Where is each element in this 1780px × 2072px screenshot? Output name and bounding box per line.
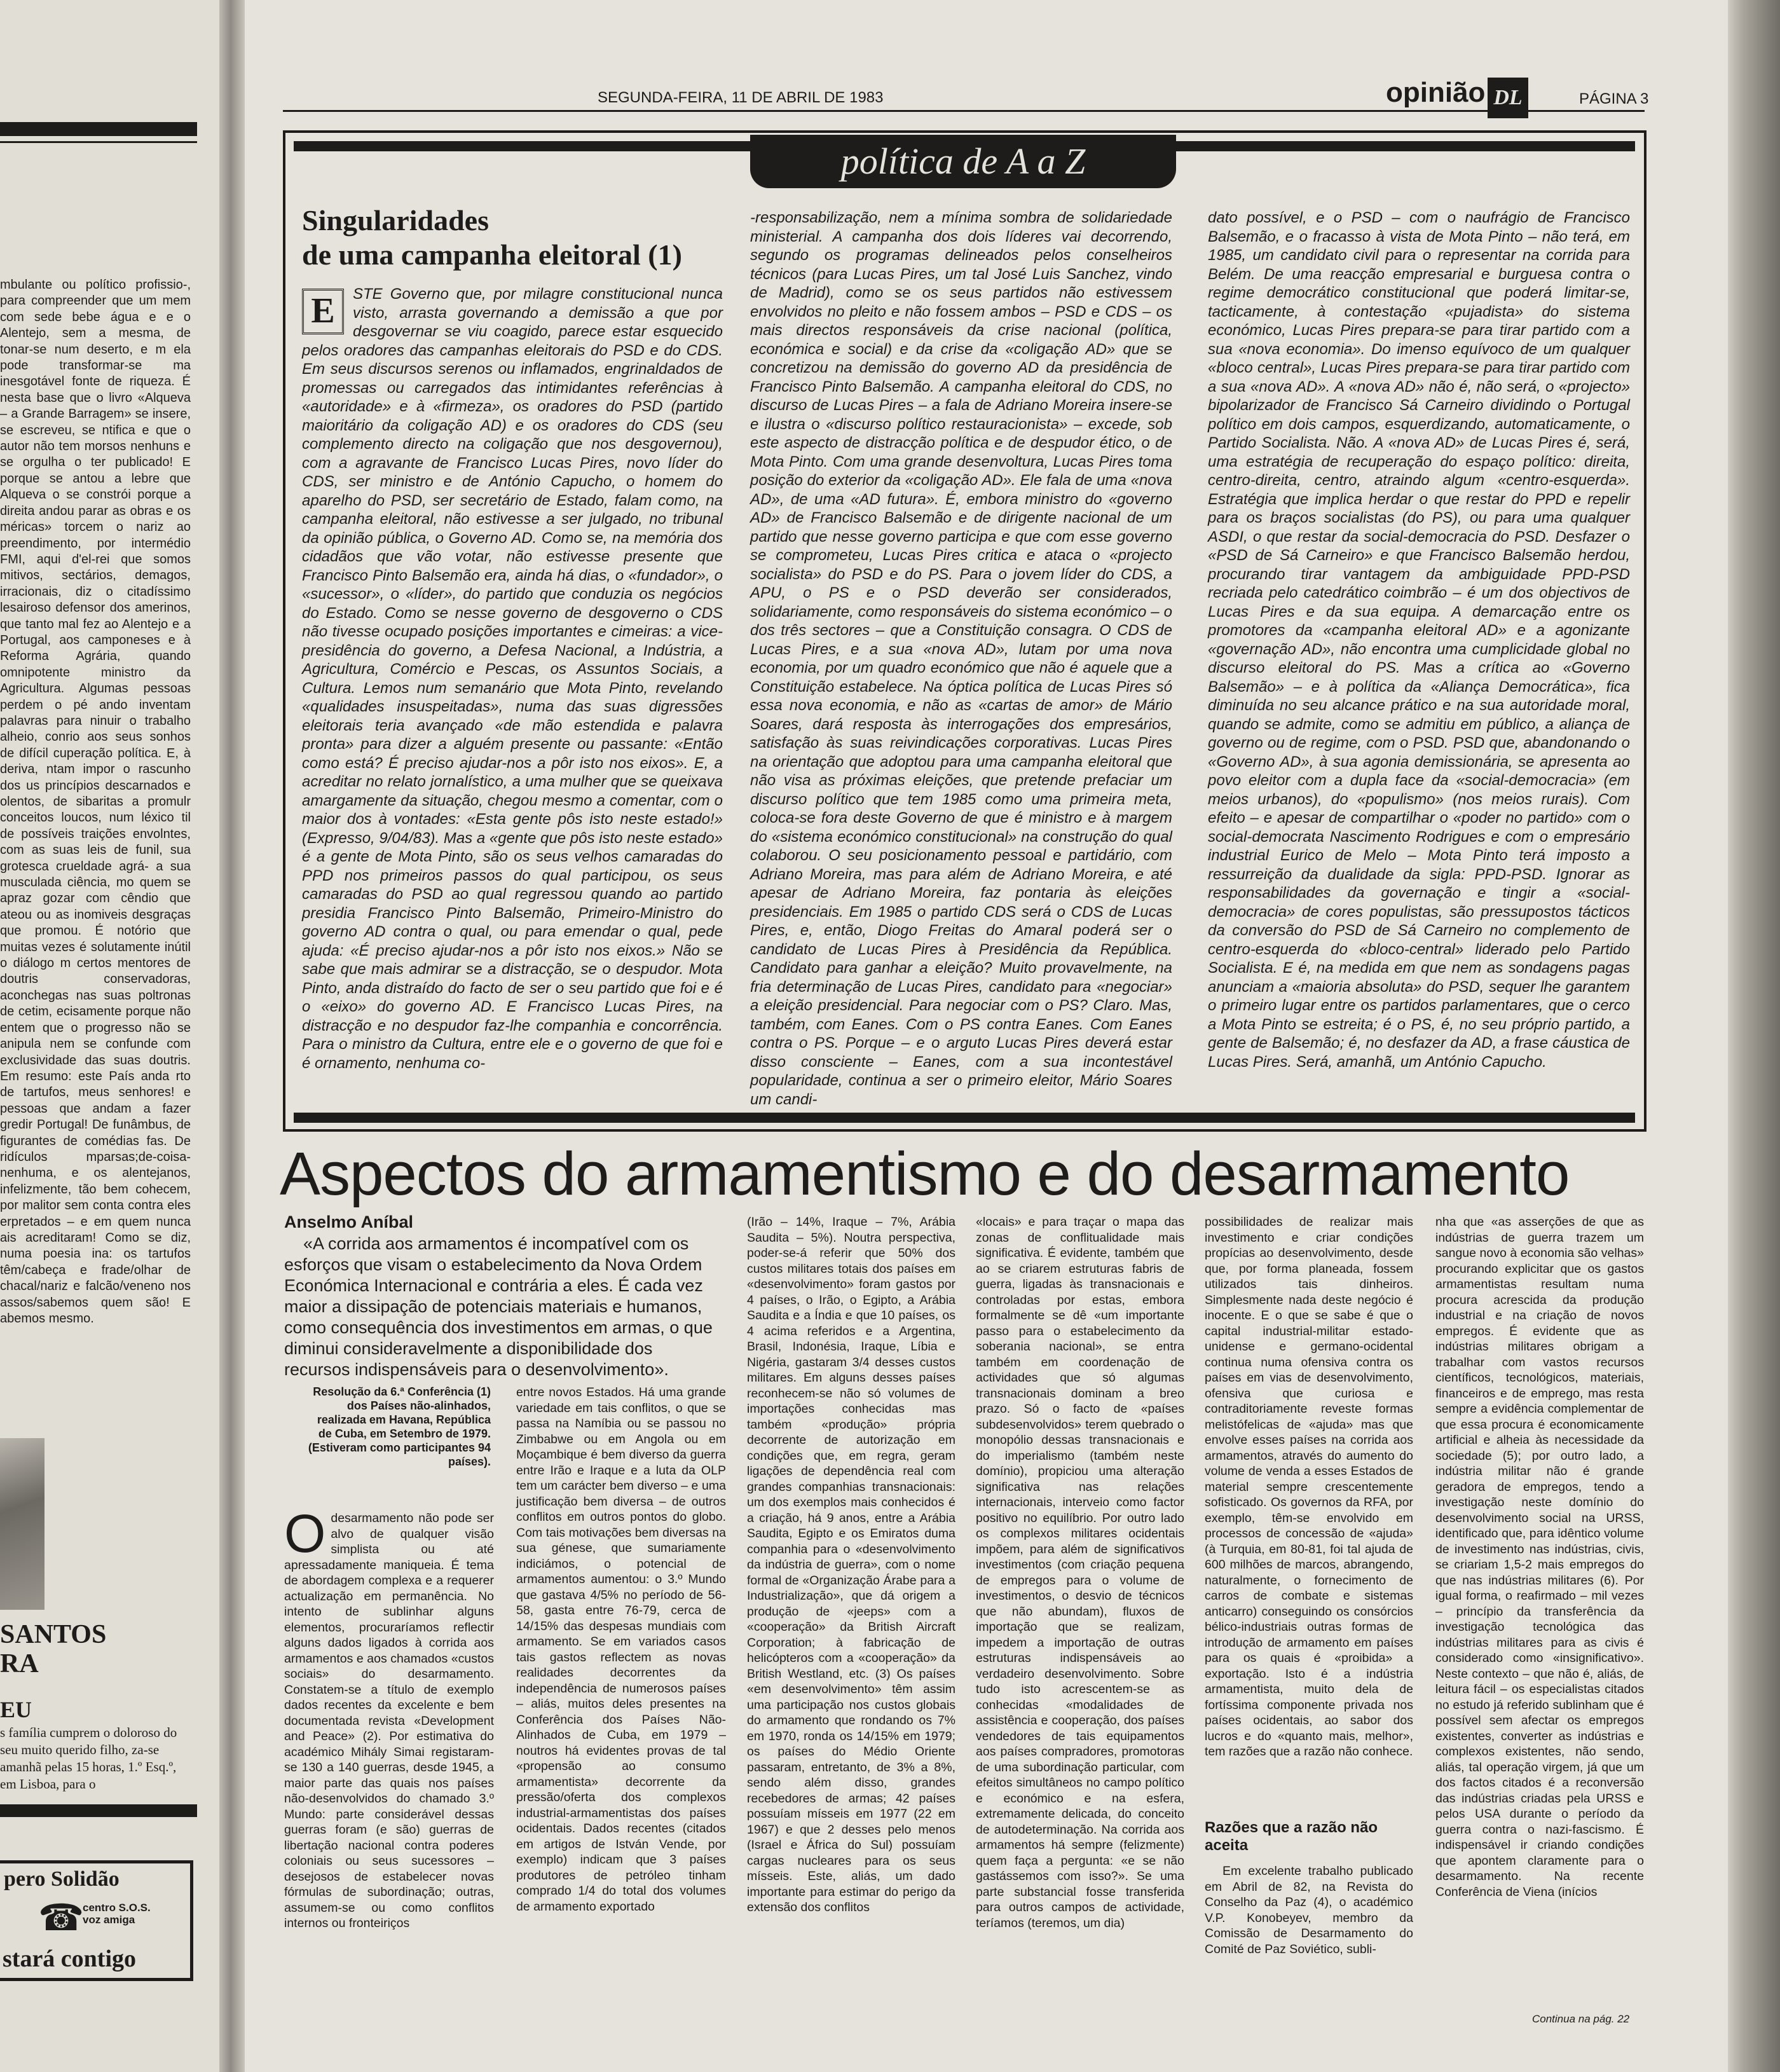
armament-col2-text: entre novos Estados. Há uma grande variedade em tais conflitos, o que se passa na Namíbia ou se passou no Zimbabwe ou em Angola ou em Moçambique é bem diverso da guerra entre Irão e Iraque e a luta da OLP tem um carácter bem diverso – e uma justificação bem diversa – de outros conflitos em outros pontos do globo. Com tais motivações bem diversas na sua génese, que sumariamente indiciámos, o potencial de armamentos aumentou: o 3.º Mundo que gastava 4/5% no período de 56-58, gasta entre 76-79, cerca de 14/15% das despesas mundiais com armamento. Se em variados casos tais gastos reflectem as novas realidades decorrentes da independência de numerosos países – aliás, muitos deles presentes na Conferência dos Países Não-Alinhados de Cuba, em 1979 – noutros há evidentes provas de tal «propensão ao consumo armamentista» decorrente da pressão/oferta dos complexos industrial-armamentistas dos países ocidentais. Dados recentes (citados em artigos de István Vende, por exemplo) indicam que 3 países produtores de petróleo tinham comprado 1/4 do total dos volumes de armamento exportado: [516, 1385, 726, 1914]
ad-centro-text: centro S.O.S. voz amiga: [83, 1902, 151, 1926]
armament-col3-text: (Irão – 14%, Iraque – 7%, Arábia Saudita – 5%). Noutra perspectiva, poder-se-á referir que 50% dos custos militares totais dos países em «desenvolvimento» foram gastos por 4 países, o Irão, o Egipto, a Arábia Saudita e a Índia e que 10 países, os 4 acima referidos e a Argentina, Brasil, Indonésia, Iraque, Líbia e Nigéria, gastaram 3/4 desses custos militares. Em alguns desses países reconhecem-se não só volumes de importações conhecidas mas também «produção» própria decorrente de autorização em condições que, em regra, geram ligações de dependência real com grandes companhias transnacionais: um dos exemplos mais conhecidos é a criação, há 9 anos, entre a Arábia Saudita, Egipto e os Emiratos duma companhia para o «desenvolvimento da indústria de guerra», com o nome formal de «Organização Árabe para a Industrialização», que dá origem a produção de «jeeps» com a «cooperação» da British Aircraft Corporation; à fabricação de helicópteros com a «cooperação» da British Westland, etc. (3) Os países «em desenvolvimento» têm assim uma participação nos custos globais do armamento que rondando os 7% em 1970, ronda os 14/15% em 1979; os países do Médio Oriente passaram, entretanto, de 3% a 8%, sendo além disso, grandes recebedores de armas; 42 países possuíam mísseis em 1977 (22 em 1967) e que 2 desses pelo menos (Israel e África do Sul) possuíam cargas nucleares para os seus mísseis. Este, aliás, um dado importante para estimar do perigo da extensão dos conflitos: [747, 1215, 955, 1914]
ad-top-text: pero Solidão: [4, 1867, 120, 1891]
left-rule-thin: [0, 141, 197, 143]
armament-col4-text: «locais» e para traçar o mapa das zonas de conflitualidade mais significativa. É evidente, também que ao se criarem estruturas fabris de guerra, ligadas às transnacionais e controladas por estas, embora formalmente se dê «um importante passo para o estabelecimento da soberania nacional», se entra também em coordenação de actividades que só algumas transnacionais dominam a breo prazo. Só o facto de «países subdesenvolvidos» terem quebrado o monopólio dessas transnacionais e do imperialismo (também neste domínio), propiciou uma alteração significativa nas relações internacionais, interveio como factor positivo no equilíbrio. Por outro lado os complexos militares ocidentais impõem, para além de significativos investimentos (com criação pequena de empregos para o volume de investimentos, o desvio de técnicos que não abundam), fluxos de importação que se realizam, impedem a importação de outras estruturas indispensáveis ao verdadeiro desenvolvimento. Sobre tudo isto acrescentem-se as conhecidas «modalidades de assistência e cooperação, dos países vendedores de tais equipamentos aos países compradores, promotoras de uma subordinação particular, com efeitos simultâneos no campo político e económico e na esfera, extremamente delicada, do conceito de autodeterminação. Na corrida aos armamentos há sempre (felizmente) quem faça a pergunta: «e se não gastássemos com isso?». Se uma parte substancial fosse transferida para outros campos de actividade, teríamos (teremos, um dia): [976, 1215, 1184, 1930]
armament-column-1: [284, 1504, 494, 2038]
left-rule-top: [0, 122, 197, 136]
section-title: opinião: [1386, 77, 1486, 108]
armament-col5-text: possibilidades de realizar mais investimento e criar condições propícias ao desenvolvimento, desde que, por forma planeada, fossem utilizados tais dinheiros. Simplesmente nada deste negócio é inocente. E o que se sabe é que o capital industrial-militar estado-unidense e germano-ocidental continua numa ofensiva contra os países em vias de desenvolvimento, ofensiva que curiosa e contraditoriamente reveste formas melistófelicas de «ajuda» mas que envolve esses países na corrida aos armamentos, através do aumento do volume de venda a esses Estados de material sempre crescentemente sofisticado. Os governos da RFA, por exemplo, têm-se envolvido em processos de concessão de «ajuda» (à Turquia, em 80-81, foi tal ajuda de 600 milhões de marcos, abrangendo, naturalmente, o fornecimento de carros de combate e sistemas anticarro) conseguindo os consórcios bélico-industriais outras formas de introdução de armamento em países para os quais é «proibida» a exportação. Isto é a indústria armamentista, muito dela de fortíssima componente privada nos países ocidentais, ao sabor dos lucros e do «quanto mais, melhor», tem razões que a razão não conhece.: [1205, 1215, 1413, 1759]
ad-box: [0, 1860, 193, 1981]
politics-title: Singularidades de uma campanha eleitoral (1): [302, 204, 682, 271]
armament-column-6: [1435, 1214, 1644, 2000]
armament-column-2: [516, 1385, 726, 2036]
politics-drop-cap: E: [302, 289, 344, 334]
page-date: SEGUNDA-FEIRA, 11 DE ABRIL DE 1983: [598, 89, 884, 106]
armament-column-5: [1205, 1214, 1413, 2038]
obituary-name: SANTOS RA: [0, 1620, 107, 1678]
armament-column-3: [747, 1214, 955, 2038]
armament-drop-cap: O: [284, 1504, 326, 1563]
page-edge: [1728, 0, 1780, 2072]
armament-headline: Aspectos do armamentismo e do desarmamento: [280, 1140, 1570, 1208]
portrait-photo: [0, 1438, 44, 1610]
politics-column-2: [750, 209, 1172, 1108]
newspaper-logo: DL: [1488, 78, 1528, 118]
column-banner: política de A a Z: [750, 135, 1176, 188]
obituary-heading: EU: [0, 1697, 32, 1722]
politics-column-1: [302, 285, 723, 1105]
armament-col6-text: nha que «as asserções de que as indústrias de guerra trazem um sangue novo à economia são velhas» procurando explicitar que os gastos armamentistas resultam numa procura acrescida da produção industrial e na criação de novos empregos. É evidente que as indústrias militares obrigam a trabalhar com vastos recursos científicos, tecnológicos, materiais, financeiros e de emprego, mas resta sempre a evidência complementar de que essa procura é economicamente artificial e alheia às necessidade da sociedade (5); por outro lado, a indústria militar não é grande geradora de empregos, tendo a investigação neste domínio do desenvolvimento social na URSS, identificado que, para idêntico volume de investimento nas indústrias, civis, se criariam 1,5-2 mais empregos do que nas indústrias militares (6). Por igual forma, o reafirmado – mil vezes – princípio da transferência da investigação tecnológica das indústrias militares para as civis é considerado como «insignificativo». Neste contexto – que não é, aliás, de leitura fácil – os especialistas citados no estudo já referido sublinham que é possível sem afectar os empregos existentes, converter as indústrias e complexos existentes, não sendo, aliás, tal operação virgem, já que um dos factos citados é a reconversão das indústrias criadas pela URSS e pelos USA durante o período da guerra contra o nazi-fascismo. É indispensável ir criando condições que apontem claramente para o desarmamento. Na recente Conferência de Viena (inícios: [1435, 1215, 1644, 1899]
resolution-caption: Resolução da 6.ª Conferência (1) dos Países não-alinhados, realizada em Havana, República de Cuba, em Setembro de 1979. (Estiveram como participantes 94 países).: [308, 1385, 491, 1468]
armament-subhead: Razões que a razão não aceita: [1205, 1819, 1378, 1854]
armament-column-4: [976, 1214, 1184, 2038]
continued-note: Continua na pág. 22: [1532, 2013, 1630, 2025]
obituary-text: s família cumprem o doloroso do seu muito querido filho, za-se amanhã pelas 15 horas, 1.º Esq.º, em Lisboa, para o: [0, 1725, 177, 1792]
armament-col5b-text: Em excelente trabalho publicado em Abril de 82, na Revista do Conselho da Paz (4), o académico V.P. Konobeyev, membro da Comissão de Desarmamento do Comité de Paz Soviético, subli-: [1205, 1864, 1413, 1956]
hand-icon: ☎: [38, 1897, 85, 1938]
politics-box-bottom-rule: [294, 1113, 1635, 1123]
politics-column-3: [1208, 209, 1630, 1105]
politics-col3-text: dato possível, e o PSD – com o naufrágio de Francisco Balsemão, e o fracasso à vista de Mota Pinto – não terá, em 1985, um candidato civil para o representar na corrida para Belém. De uma reacção empresarial e burguesa contra o regime democrático constitucional que poderá limitar-se, tacticamente, à contestação «pujadista» do sistema económico, Lucas Pires prepara-se para tirar partido com a sua «nova economia». Do imenso equívoco de um qualquer «bloco central», Lucas Pires prepara-se para tirar partido com a sua «nova AD». A «nova AD» não é, não será, o «projecto» bipolarizador de Francisco Sá Carneiro dividindo o Portugal político em dois campos, esquerdizando, automaticamente, o Partido Socialista. Não. A «nova AD» de Lucas Pires é, será, uma estratégia de recuperação do espaço político: direita, centro-direita, centro, atraindo algum «centro-esquerda». Estratégia que implica herdar o que restar do PPD e repelir para os braços socialistas (do PS), ou para uma qualquer ASDI, o que restar da social-democracia do PSD. Desfazer o «PSD de Sá Carneiro» e que Francisco Balsemão herdou, procurando tirar vantagem da ambiguidade PPD-PSD recriada pelo catedrático coimbrão – é um dos objectivos de Lucas Pires e da sua equipa. A demarcação entre os promotores da «campanha eleitoral AD» e a agonizante «governação AD», não encontra uma cumplicidade global no discurso eleitoral do PS. Mas a crítica ao «Governo Balsemão» – e à política da «Aliança Democrática», fica diminuída no seu alcance prático e na sua autoridade moral, quando se admite, como se admitiu em público, a aliança de governo ou de regime, com o PSD. PSD que, abandonando o «Governo AD», à sua agonia demissionária, se apresenta ao povo eleitor com a dupla face da «social-democracia» (em meios urbanos), do «populismo» (nos meios rurais). Com efeito – e apesar de compartilhar o «poder no partido» com o social-democrata Nascimento Rodrigues e com o empresário industrial Eurico de Melo – Mota Pinto terá imposto a ressurreição da dualidade da sigla: PPD-PSD. Ignorar as responsabilidades da governação e tingir a «social-democracia» de cores populistas, são pressupostos tácticos da conversão do PSD de Sá Carneiro no complemento de centro-esquerda do «bloco-central» liderado pelo Partido Socialista. E é, na medida em que nem as sondagens pagas anunciam a «maioria absoluta» do PSD, sequer lhe garantem o primeiro lugar entre os partidos parlamentares, que o cerco a Mota Pinto se estreita; é o PS, é, no seu próprio partido, a gente de Balsemão; é, no desfazer da AD, a frase cáustica de Lucas Pires. Será, amanhã, um António Capucho.: [1208, 209, 1630, 1071]
left-column-text: mbulante ou político profissio-, para compreender que um mem com sede bebe água e e o Alentejo, sem a mesma, de tonar-se num deserto, e m ela pode transformar-se ma inesgotável fonte de riqueza. É nesta base que o livro «Alqueva – a Grande Barragem» se insere, se escreveu, se ntifica e que o autor não tem morsos nenhuns e se orgulha o ter publicado! E porque se antou a lebre que Alqueva o se constrói porque a direita andou parar as obras e os méricas» torcem o nariz ao preendimento, por intermédio FMI, aqui d'el-rei que somos mitivos, sectários, demagos, irracionais, diz o citadíssimo lesairoso defensor dos amerinos, que tanto mal fez ao Alentejo e a Portugal, aos camponeses e à Reforma Agrária, quando omnipotente ministro da Agricultura. Algumas pessoas perdem o pé ando inventam palavras para ninuir o trabalho alheio, conrio aos seus sonhos de difícil cuperação política. E, à deriva, ntam impor o rascunho dos us princípios descarnados e olentos, de sibaritas a promulr conceitos loucos, num léxico til de possíveis traições envolntes, com as suas leis de funil, sua grotesca crueldade agrá- a sua musculada ciência, mo quem se apraz gozar com cêndio que ateou ou as inomiveis desgraças que promou. É notório que muitas vezes é solutamente inútil o diálogo m certos mentores de doutris conservadoras, aconchegas nas suas poltronas de cetim, ecisamente porque não entem que o progresso não se anipula nem se confunde com exclusividade das suas doutris. Em resumo: este País anda rto de tartufos, meus senhores! e pessoas que andam a fazer gredir Portugal! De funâmbus, de figurantes de comédias fas. De ridículos mparsas;de-coisa-nenhuma, e os alentejanos, infelizmente, tão bem cohecem, por malitor sem conta contra eles erpretados – e em quem nunca ais acreditaram! Como se diz, numa poesia ina: os tartufos têm/cabeça e frade/olhar de chacal/nariz e falcão/veneno nos assos/sabemos quem são! E abemos mesmo.: [0, 278, 191, 1326]
page-gutter: [219, 0, 245, 2072]
page-number: PÁGINA 3: [1579, 90, 1649, 107]
author-name: Anselmo Aníbal: [284, 1212, 414, 1232]
politics-col2-text: -responsabilização, nem a mínima sombra de solidariedade ministerial. A campanha dos dois líderes vai decorrendo, segundo os programas delineados pelos conselheiros técnicos (para Lucas Pires, um tal José Luis Sanchez, vindo de Madrid), como se os seus partidos não estivessem envolvidos no pleito e não fossem ambos – PSD e CDS – os mais directos responsáveis da crise nacional (política, económica e social) e da crise da «coligação AD» que se concretizou na demissão do governo AD da presidência de Francisco Pinto Balsemão. A campanha eleitoral do CDS, no discurso de Lucas Pires – a fala de Adriano Moreira insere-se e ilustra o «discurso político restauracionista» – excede, sob este aspecto de distracção política e de despudor ético, o de Mota Pinto. Com uma grande desenvoltura, Lucas Pires toma posição do exterior da «coligação AD». Ele fala de uma «nova AD», de uma «AD futura». É, embora ministro do «governo AD» de Francisco Balsemão e de dirigente nacional de um partido que nesse governo participa e que com esse governo se comprometeu, Lucas Pires critica e ataca o «projecto socialista» do PSD e do PS. Para o jovem líder do CDS, a APU, o PS e o PSD deverão ser considerados, solidariamente, como responsáveis do sistema económico – o dos três sectores – que a Constituição consagra. O CDS de Lucas Pires, e a sua «nova AD», lutam por uma nova economia, por um quadro económico que não é aquele que a Constituição estabelece. Na óptica política de Lucas Pires só essa nova economia, e não as «cartas de amor» de Mário Soares, dará resposta às interrogações dos empresários, satisfação às suas reivindicações corporativas. Lucas Pires na orientação que adoptou para uma campanha eleitoral que não visa as próximas eleições, que pretende prefaciar um discurso político que tem 1985 como uma primeira meta, coloca-se fora deste Governo de que é ministro e à margem do «sistema económico constitucional» na construção do qual colaborou. O seu posicionamento pessoal e partidário, com Adriano Moreira, mas para além de Adriano Moreira, e até apesar de Adriano Moreira, faz pontaria às eleições presidenciais. Em 1985 o partido CDS será o CDS de Lucas Pires, e, então, Diogo Freitas do Amaral poderá ser o candidato de Lucas Pires à Presidência da República. Candidato para ganhar a eleição? Muito provavelmente, na fria determinação de Lucas Pires, candidato para «negociar» a eleição presidencial. Para negociar com o PS? Claro. Mas, também, com Eanes. Com o PS contra Eanes. Com Eanes contra o PS. Porque – e o arguto Lucas Pires deverá estar disso consciente – Eanes, com a sua incontestável popularidade, continua a ser o primeiro eleitor, Mário Soares um candi-: [750, 209, 1172, 1108]
armament-col1-text: desarmamento não pode ser alvo de qualquer visão simplista ou até apressadamente maniqueia. É tema de abordagem complexa e a requerer actualização em permanência. No intento de sublinhar alguns elementos, procuraríamos reflectir alguns dados ligados à corrida aos armamentos e aos chamados «custos sociais» do desarmamento. Constatem-se a título de exemplo dados recentes da excelente e bem documentada revista «Development and Peace» (2). Por estimativa do académico Mihály Simai registaram-se 130 a 140 guerras, desde 1945, a maior parte das quais nos países não-desenvolvidos do chamado 3.º Mundo: parte considerável dessas guerras foram (e são) guerras de libertação nacional contra poderes coloniais ou seus sucessores – desejosos de estabelecer novas fórmulas de subordinação; outras, assumem-se ou como conflitos internos ou fronteiriços: [284, 1511, 494, 1930]
ad-bottom-text: stará contigo: [3, 1945, 137, 1972]
politics-col1-text: STE Governo que, por milagre constitucional nunca visto, arrasta governando a demissão a que por desgovernar se viu coagido, parece estar esquecido pelos oradores das campanhas eleitorais do PSD e do CDS. Em seus discursos serenos ou inflamados, engrinaldados de promessas ou carregados das intimidantes referências à «autoridade» e à «firmeza», os oradores do PSD (partido maioritário da coligação AD) e os oradores do CDS (seu complemento directo na coligação que nos desgovernou), com a agravante de Francisco Lucas Pires, novo líder do CDS, ser ministro e de António Capucho, o homem do aparelho do PSD, ser secretário de Estado, falam como, na campanha eleitoral, não estivesse a ser julgado, no tribunal da opinião pública, o Governo AD. Como se, na memória dos cidadãos que vão votar, não estivesse presente que Francisco Pinto Balsemão era, ainda há dias, o «fundador», o «sucessor», o «líder», do partido que conduzia os negócios do Estado. Como se nesse governo de desgoverno o CDS não tivesse ocupado posições importantes e cimeiras: a vice-presidência do governo, a Defesa Nacional, a Indústria, a Agricultura, Comércio e Pescas, os Assuntos Sociais, a Cultura. Lemos num semanário que Mota Pinto, revelando «qualidades insuspeitadas», numa das suas digressões eleitorais teria avançado «de mão estendida e palavra pronta» para dizer a alguém presente ou passante: «Então como está? É preciso ajudar-nos a pôr isto nos eixos». E, a acreditar no relato jornalístico, a uma mulher que se queixava amargamente da situação, chegou mesmo a comentar, com o maior dos à vontades: «Esta gente pôs isto neste estado!» (Expresso, 9/04/83). Mas a «gente que pôs isto neste estado» é a gente de Mota Pinto, são os seus velhos camaradas do PPD nos primeiros passos do qual participou, os seus camaradas do PSD ao qual regressou quando ao partido presidia Francisco Pinto Balsemão, Primeiro-Ministro do governo AD contra o qual, ou para emendar o qual, pede ajuda: «É preciso ajudar-nos a pôr isto nos eixos.» Não se sabe que mais admirar se a distracção, se o despudor. Mota Pinto, anda distraído do facto de ser o seu partido que foi e é o «eixo» do governo AD. E Francisco Lucas Pires, na distracção e no despudor faz-lhe companhia e concorrência. Para o ministro da Cultura, entre ele e o governo de que foi e é ornamento, nenhuma co-: [302, 285, 723, 1072]
header-rule: [283, 110, 1645, 112]
left-page: [0, 0, 219, 2072]
left-rule-mid: [0, 1804, 197, 1817]
lead-quote: «A corrida aos armamentos é incompatível com os esforços que visam o estabelecimento da Nova Ordem Económica Internacional e contrária a eles. É cada vez maior a dissipação de potenciais materiais e humanos, como consequência dos investimentos em armas, o que diminui consideravelmente a disponibilidade dos recursos indispensáveis para o desenvolvimento».: [284, 1234, 713, 1379]
